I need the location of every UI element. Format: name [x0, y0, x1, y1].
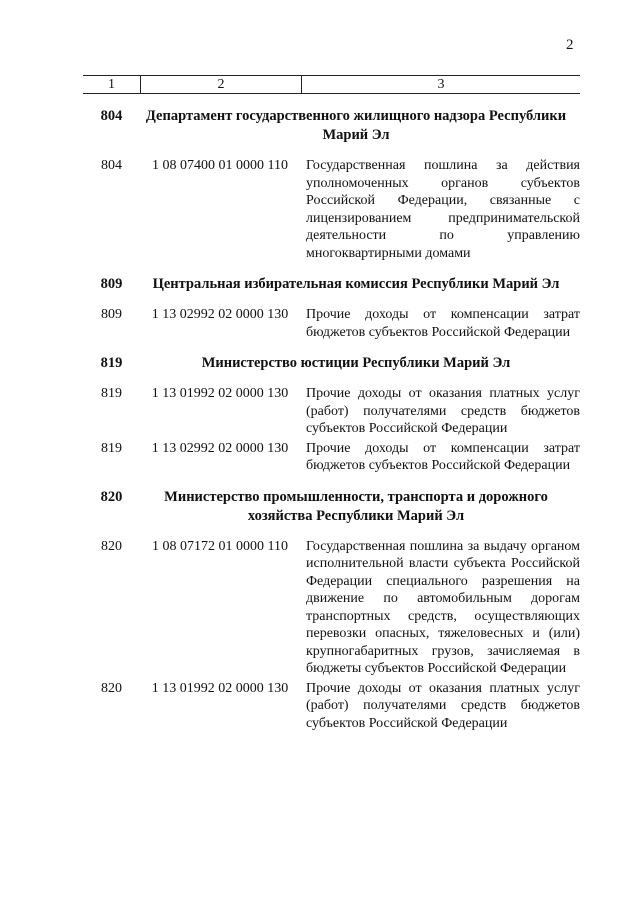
revenue-description: Государственная пошлина за выдачу органом исполнительной власти субъекта Российской Федерации специального разрешения на движение по автомобильным дорогам транспортных средств, осуществляющих перевозки опасных, тяжеловесных и (или) крупногабаритных грузов, зачисляемая в бюджеты субъектов Российской Федерации — [306, 538, 580, 676]
revenue-description: Прочие доходы от оказания платных услуг (работ) получателями средств бюджетов субъектов Российской Федерации — [306, 386, 580, 436]
section-819 — [83, 354, 580, 475]
admin-code: 804 — [101, 158, 122, 173]
revenue-classification-code: 1 13 02992 02 0000 130 — [151, 440, 289, 456]
table-row — [83, 306, 580, 341]
department-code: 819 — [100, 355, 123, 371]
department-heading — [83, 107, 580, 145]
revenue-classification-code: 1 13 01992 02 0000 130 — [151, 680, 289, 696]
department-heading — [83, 275, 580, 294]
admin-code: 820 — [101, 538, 122, 554]
department-heading — [83, 354, 580, 373]
revenue-classification-code: 1 08 07172 01 0000 110 — [152, 538, 288, 554]
revenue-classification-code: 1 13 01992 02 0000 130 — [151, 386, 289, 401]
table-row — [83, 538, 580, 678]
revenue-codes-table — [83, 75, 580, 732]
admin-code: 819 — [101, 440, 122, 456]
department-name: Центральная избирательная комиссия Республики Марий Эл — [152, 276, 560, 292]
department-code: 809 — [100, 276, 123, 292]
table-row — [83, 680, 580, 733]
page-number: 2 — [566, 37, 574, 53]
department-name: Министерство промышленности, транспорта и дорожного хозяйства Республики Марий Эл — [164, 488, 548, 524]
admin-code: 819 — [101, 386, 122, 401]
revenue-description: Прочие доходы от оказания платных услуг (работ) получателями средств бюджетов субъектов Российской Федерации — [306, 680, 580, 731]
table-header — [83, 75, 580, 94]
department-code: 820 — [100, 488, 123, 505]
table-row — [83, 157, 580, 262]
department-heading — [83, 488, 580, 526]
header-col-1: 1 — [108, 77, 115, 92]
revenue-description: Прочие доходы от компенсации затрат бюджетов субъектов Российской Федерации — [306, 440, 580, 473]
header-col-2: 2 — [140, 76, 302, 93]
revenue-classification-code: 1 08 07400 01 0000 110 — [152, 158, 288, 173]
admin-code: 820 — [101, 680, 122, 696]
section-820 — [83, 488, 580, 733]
revenue-description: Государственная пошлина за действия уполномоченных органов субъектов Российской Федерации, связанные с лицензированием предпринимательской деятельности по управлению многоквартирными домами — [306, 158, 580, 261]
table-row — [83, 385, 580, 438]
header-col-3: 3 — [437, 77, 445, 92]
department-code: 804 — [100, 108, 123, 124]
department-name: Департамент государственного жилищного надзора Республики Марий Эл — [145, 108, 567, 143]
table-row — [83, 440, 580, 475]
section-809 — [83, 275, 580, 341]
department-name: Министерство юстиции Республики Марий Эл — [201, 355, 511, 371]
section-804 — [83, 107, 580, 262]
admin-code: 809 — [101, 307, 122, 322]
revenue-description: Прочие доходы от компенсации затрат бюджетов субъектов Российской Федерации — [306, 307, 580, 340]
revenue-classification-code: 1 13 02992 02 0000 130 — [151, 307, 289, 322]
